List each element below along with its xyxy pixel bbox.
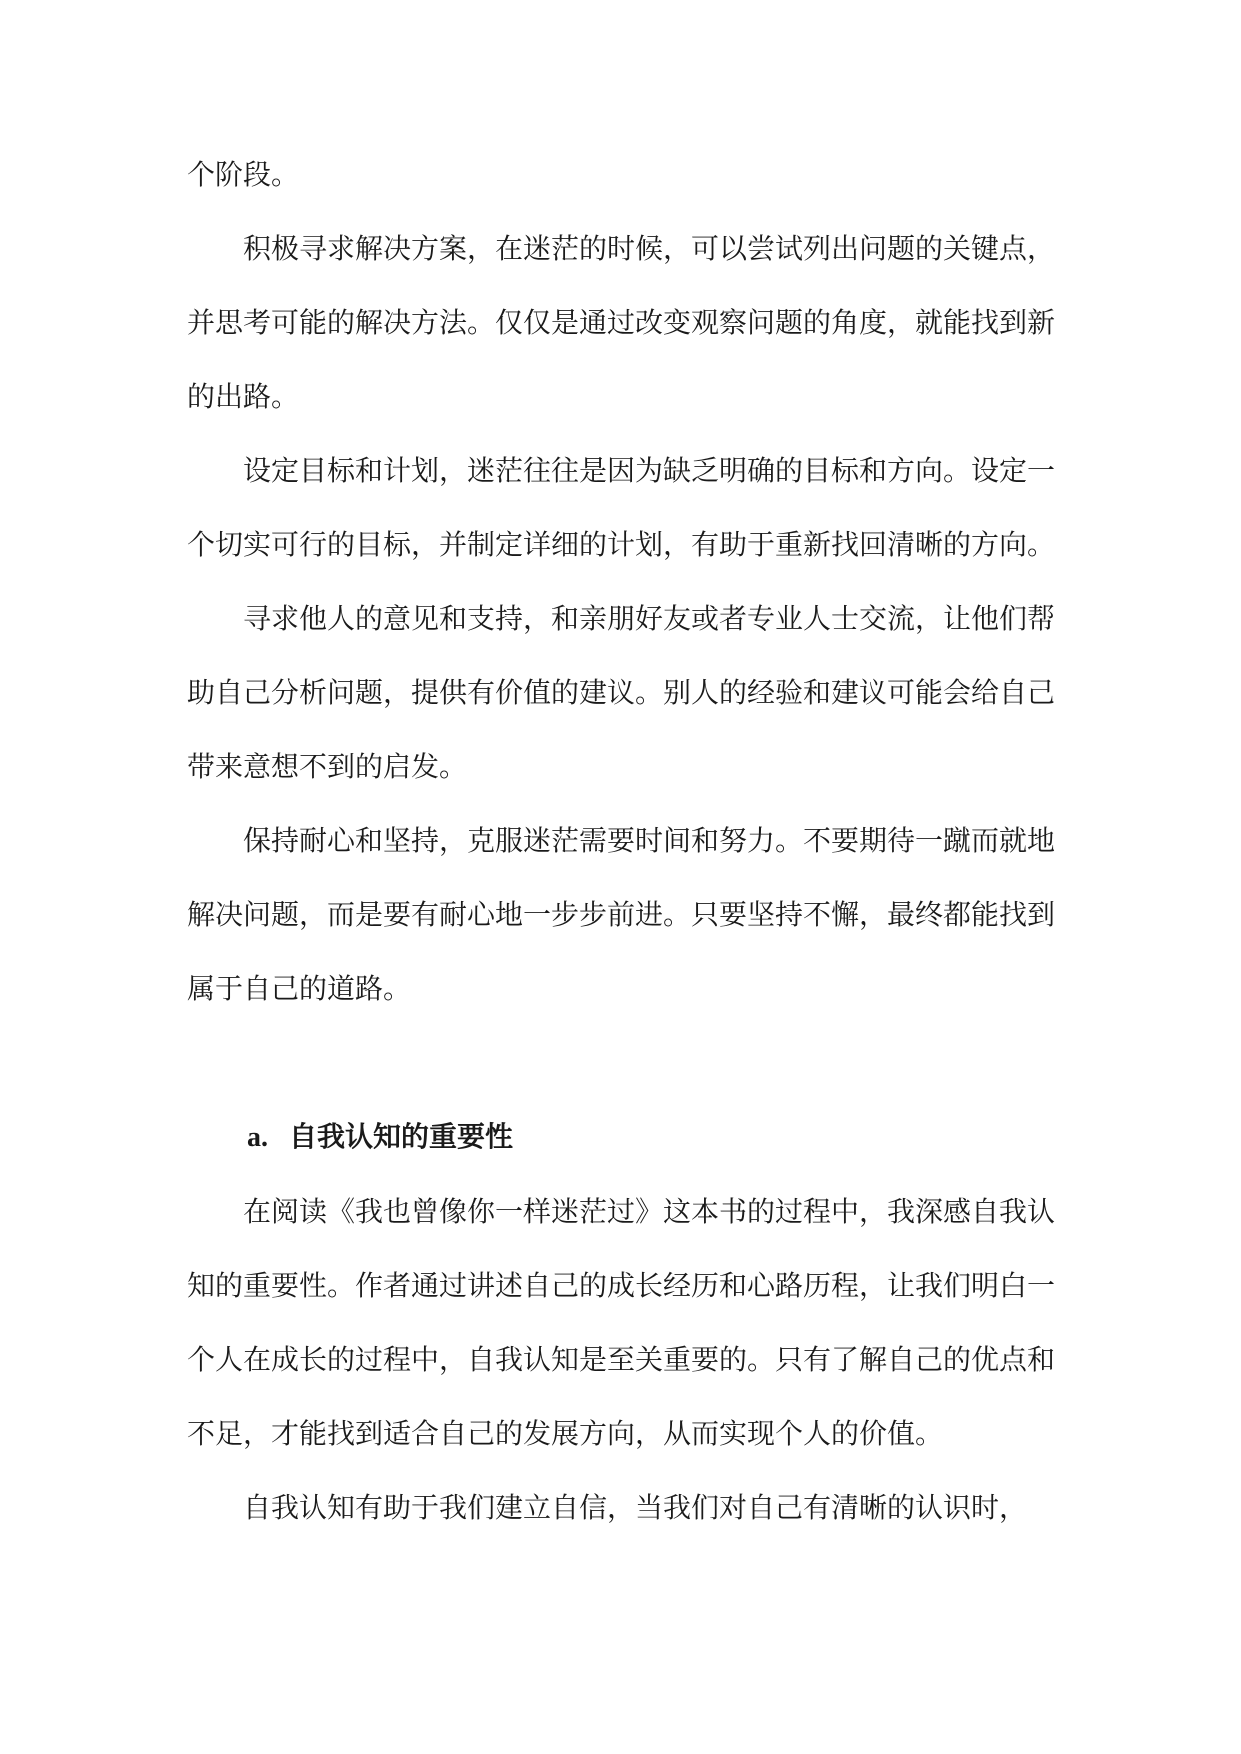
section-title: 自我认知的重要性: [289, 1120, 514, 1153]
paragraph-confidence: 自我认知有助于我们建立自信，当我们对自己有清晰的认识时，: [243, 1491, 1028, 1524]
document-body: [187, 138, 1055, 1545]
section-marker: a.: [247, 1122, 268, 1153]
section-heading: [187, 1100, 1055, 1175]
paragraph-goals: 设定目标和计划，迷茫往往是因为缺乏明确的目标和方向。设定一个切实可行的目标，并制定详细的计划，有助于重新找回清晰的方向。: [187, 454, 1056, 561]
paragraph-self-awareness: 在阅读《我也曾像你一样迷茫过》这本书的过程中，我深感自我认知的重要性。作者通过讲述自己的成长经历和心路历程，让我们明白一个人在成长的过程中，自我认知是至关重要的。只有了解自己的优点和不足，才能找到适合自己的发展方向，从而实现个人的价值。: [187, 1195, 1056, 1450]
paragraph-patience: 保持耐心和坚持，克服迷茫需要时间和努力。不要期待一蹴而就地解决问题，而是要有耐心地一步步前进。只要坚持不懈，最终都能找到属于自己的道路。: [187, 824, 1056, 1005]
paragraph-solutions: 积极寻求解决方案，在迷茫的时候，可以尝试列出问题的关键点，并思考可能的解决方法。仅仅是通过改变观察问题的角度，就能找到新的出路。: [187, 232, 1056, 413]
continued-paragraph: 个阶段。: [187, 158, 300, 191]
paragraph-support: 寻求他人的意见和支持，和亲朋好友或者专业人士交流，让他们帮助自己分析问题，提供有价值的建议。别人的经验和建议可能会给自己带来意想不到的启发。: [187, 602, 1056, 783]
